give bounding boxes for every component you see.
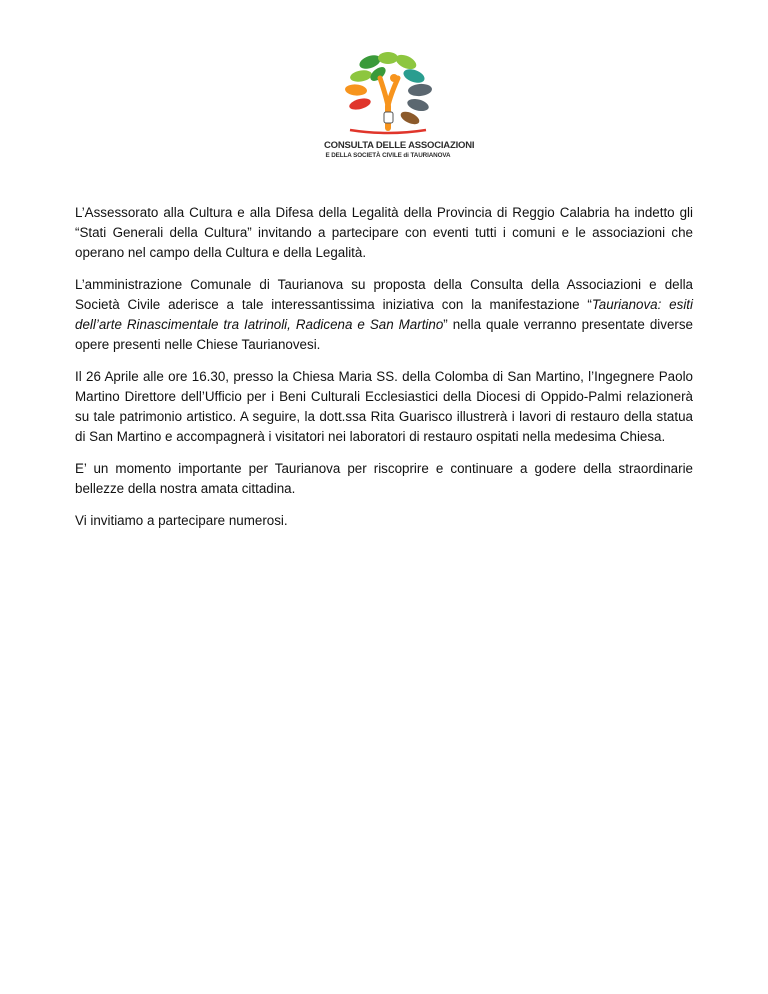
paragraph-2-start: L’amministrazione Comunale di Taurianova su proposta della Consulta della Associazioni e della Società Civile aderisce a tale interessantissima iniziativa con la manifestazione “ [75,277,693,312]
event-title: Taurianova: esiti dell’arte Rinascimentale tra Iatrinoli, Radicena e San Martino [75,297,693,332]
paragraph-5: Vi invitiamo a partecipare numerosi. [75,513,288,528]
letter-body [75,203,693,543]
logo-subtitle: E DELLA SOCIETÀ CIVILE di TAURIANOVA [325,152,451,159]
paragraph-1: L’Assessorato alla Cultura e alla Difesa della Legalità della Provincia di Reggio Calabria ha indetto gli “Stati Generali della Cultura” invitando a partecipare con eventi tutti i comuni e le associazioni che operano nel campo della Cultura e della Legalità. [75,205,693,260]
paragraph-2 [75,275,693,355]
paragraph-4: E’ un momento importante per Taurianova per riscoprire e continuare a godere della straordinarie bellezze della nostra amata cittadina. [75,461,693,496]
paragraph-2-end: ” nella quale verranno presentate diverse opere presenti nelle Chiese Taurianovesi. [75,317,693,352]
consulta-logo [324,48,475,168]
logo-title: CONSULTA DELLE ASSOCIAZIONI [324,140,475,151]
paragraph-3: Il 26 Aprile alle ore 16.30, presso la Chiesa Maria SS. della Colomba di San Martino, l’Ingegnere Paolo Martino Direttore dell’Ufficio per i Beni Culturali Ecclesiastici della Diocesi di Oppido-Palmi relazionerà su tale patrimonio artistico. A seguire, la dott.ssa Rita Guarisco illustrerà i lavori di restauro della statua di San Martino e accompagnerà i visitatori nei laboratori di restauro ospitati nella medesima Chiesa. [75,369,693,444]
tree-logo-icon [336,48,440,136]
